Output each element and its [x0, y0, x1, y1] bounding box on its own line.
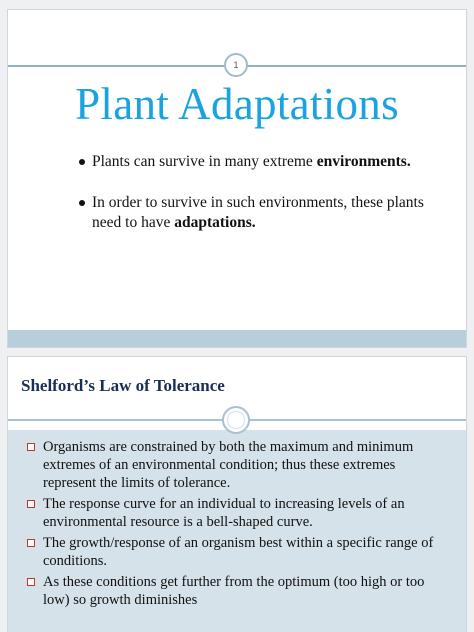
bullet-text: As these conditions get further from the optimum (too high or too low) so growth diminishes — [43, 574, 425, 608]
square-bullet-icon — [27, 539, 35, 547]
slide-number-badge — [224, 53, 248, 77]
square-bullet-icon — [27, 578, 35, 586]
slide-title: Plant Adaptations — [75, 79, 399, 129]
bullet-item — [24, 438, 452, 492]
footer-bar — [8, 330, 466, 347]
divider-circle-icon — [222, 406, 250, 434]
bullet-text: The response curve for an individual to increasing levels of an environmental resource is a bell-shaped curve. — [43, 496, 405, 530]
bullet-item — [80, 193, 436, 233]
bullet-bold-text: environments. — [316, 153, 411, 170]
square-bullet-icon — [27, 500, 35, 508]
slide-title: Shelford’s Law of Tolerance — [21, 376, 225, 395]
bullet-item — [24, 495, 452, 531]
bullet-item — [24, 573, 452, 609]
slide-2 — [8, 357, 466, 632]
bullet-bold-text: adaptations. — [174, 214, 256, 231]
square-bullet-icon — [27, 443, 35, 451]
slide-1 — [8, 10, 466, 347]
bullet-text: In order to survive in such environments, these plants need to have — [92, 194, 424, 231]
bullet-item — [80, 152, 436, 172]
bullet-text: Plants can survive in many extreme — [92, 153, 317, 170]
slide-number: 1 — [233, 60, 239, 70]
bullet-item — [24, 534, 452, 570]
bullet-list — [80, 152, 436, 254]
bullet-list — [24, 438, 452, 612]
bullet-text: Organisms are constrained by both the maximum and minimum extremes of an environmental condition; thus these extremes represent the limits of tolerance. — [43, 439, 414, 491]
bullet-text: The growth/response of an organism best within a specific range of conditions. — [43, 535, 434, 569]
content-panel — [8, 430, 466, 632]
